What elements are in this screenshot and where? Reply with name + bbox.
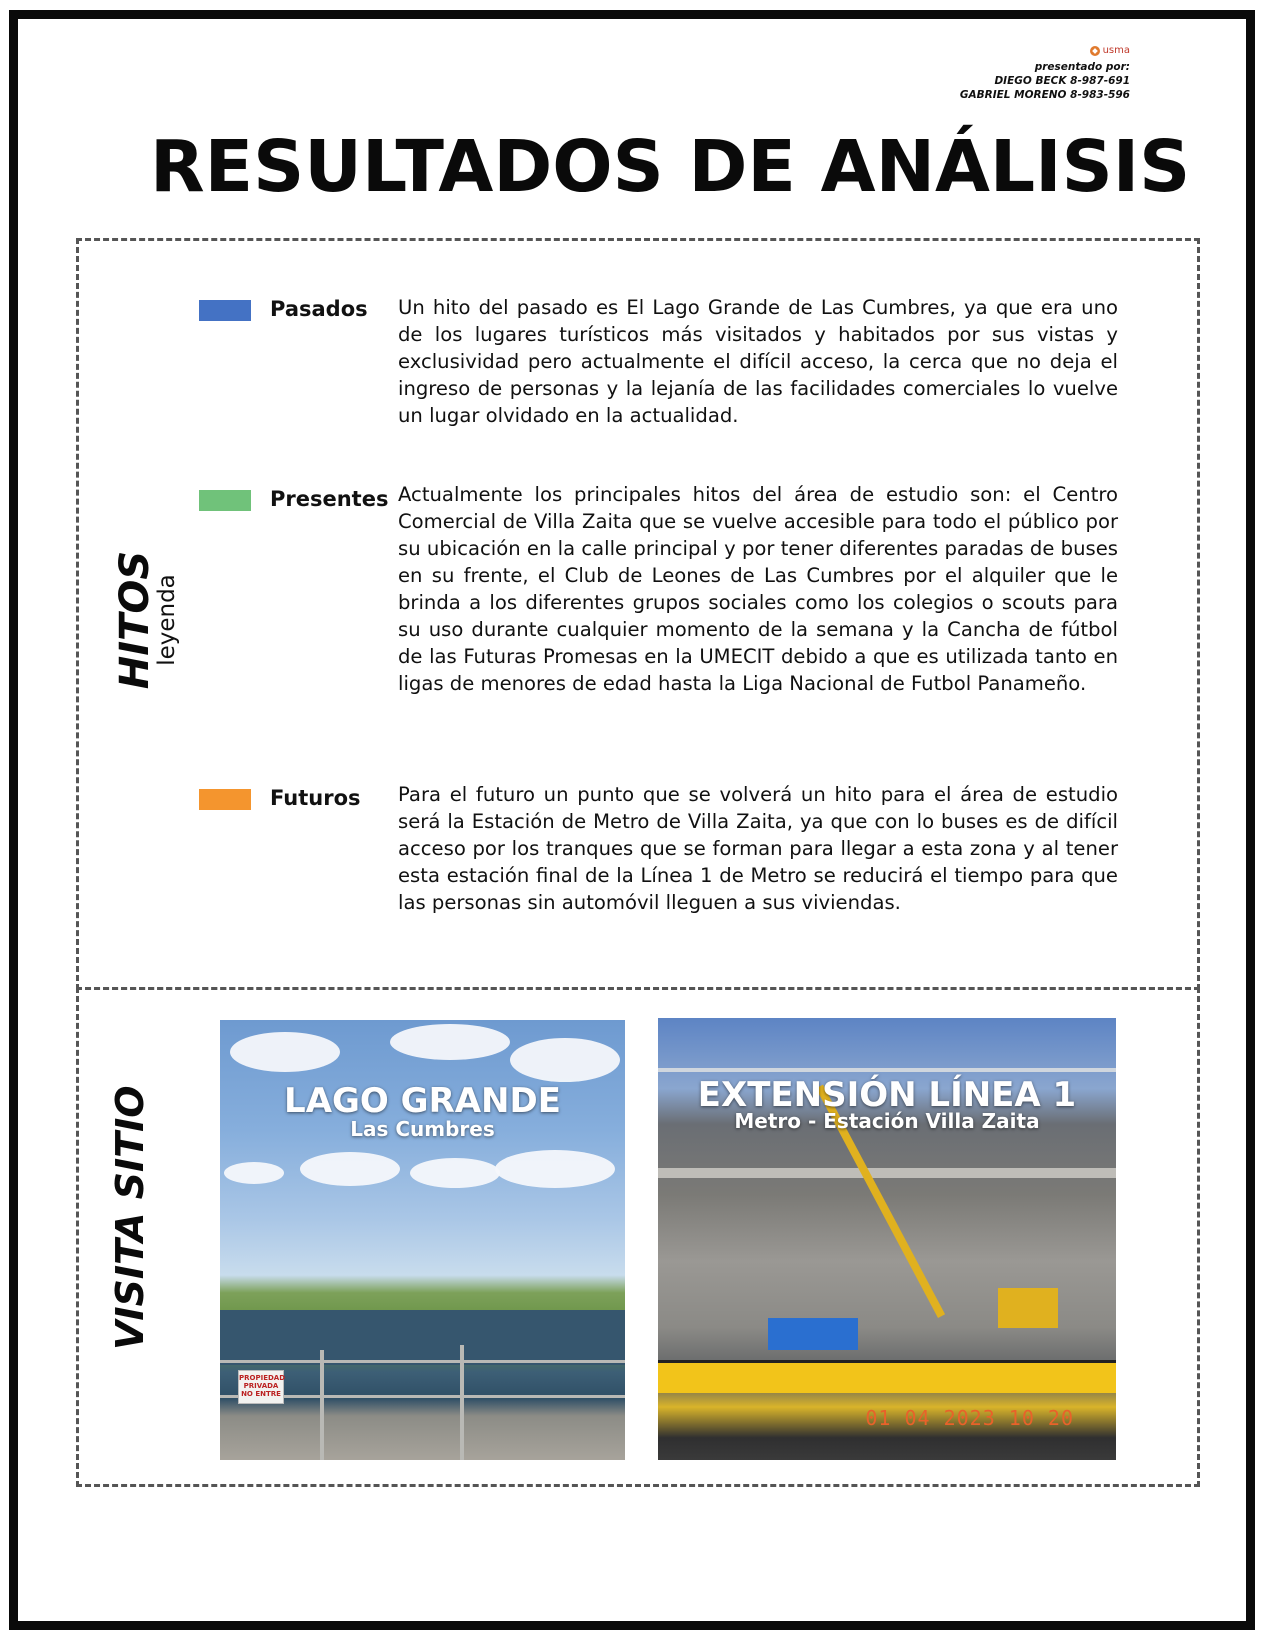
presenter-block xyxy=(960,44,1130,102)
hitos-side-label xyxy=(112,525,185,715)
legend-label: Presentes xyxy=(270,487,389,511)
legend-swatch-green xyxy=(199,490,251,511)
fence-post xyxy=(460,1345,464,1460)
legend-swatch-blue xyxy=(199,300,251,321)
usma-logo-icon xyxy=(1090,46,1100,56)
hitos-subtitle: leyenda xyxy=(154,574,180,666)
lake-water xyxy=(220,1310,625,1365)
metro-extension-photo xyxy=(658,1018,1116,1460)
crane-body xyxy=(998,1288,1058,1328)
cloud-shape xyxy=(495,1150,615,1188)
portable-toilets xyxy=(768,1318,858,1350)
cloud-shape xyxy=(510,1038,620,1082)
fence-post xyxy=(320,1350,324,1460)
legend-description: Actualmente los principales hitos del área de estudio son: el Centro Comercial de Villa Zaita que se vuelve accesible para todo el público por su ubicación en la calle principal y por tener diferentes paradas de buses en su frente, el Club de Leones de Las Cumbres por el alquiler que le brinda a los diferentes grupos sociales como los colegios o scouts para su uso durante cualquier momento de la semana y la Cancha de fútbol de las Futuras Promesas en la UMECIT debido a que es utilizada tanto en ligas de menores de edad hasta la Liga Nacional de Futbol Panameño. xyxy=(398,483,1118,695)
legend-swatch-orange xyxy=(199,789,251,810)
photo-title: LAGO GRANDE xyxy=(284,1081,561,1121)
page-title: RESULTADOS DE ANÁLISIS xyxy=(150,125,1191,208)
fence-rail xyxy=(220,1360,625,1363)
photo-subtitle: Metro - Estación Villa Zaita xyxy=(734,1109,1040,1133)
legend-description: Para el futuro un punto que se volverá un hito para el área de estudio será la Estación de Metro de Villa Zaita, ya que con lo buses es de difícil acceso por los tranques que se forman para llegar a esta zona y al tener esta estación final de la Línea 1 de Metro se reducirá el tiempo para que las personas sin automóvil lleguen a sus viviendas. xyxy=(398,783,1118,914)
cloud-shape xyxy=(230,1032,340,1072)
roof-truss xyxy=(658,1068,1116,1072)
traffic-barrier xyxy=(658,1360,1116,1393)
cloud-shape xyxy=(300,1152,400,1186)
legend-label: Futuros xyxy=(270,786,361,810)
concrete-beam xyxy=(658,1168,1116,1178)
photo-timestamp: 01 04 2023 10 20 xyxy=(865,1406,1074,1430)
presented-by-label: presentado por: xyxy=(1034,61,1130,73)
author-1: DIEGO BECK 8-987-691 xyxy=(994,75,1130,87)
cloud-shape xyxy=(390,1024,510,1060)
lago-grande-photo xyxy=(220,1020,625,1460)
cloud-shape xyxy=(410,1158,500,1188)
usma-logo xyxy=(1090,44,1130,58)
photo-subtitle: Las Cumbres xyxy=(350,1117,495,1141)
photo-title: EXTENSIÓN LÍNEA 1 xyxy=(697,1075,1077,1115)
logo-text: usma xyxy=(1102,45,1130,56)
visita-side-label xyxy=(105,1085,155,1350)
private-property-sign: PROPIEDAD PRIVADA NO ENTRE xyxy=(238,1370,284,1404)
legend-description: Un hito del pasado es El Lago Grande de Las Cumbres, ya que era uno de los lugares turísticos más visitados y habitados por sus vistas y exclusividad pero actualmente el difícil acceso, la cerca que no deja el ingreso de personas y la lejanía de las facilidades comerciales lo vuelve un lugar olvidado en la actualidad. xyxy=(398,296,1118,427)
visita-title: VISITA SITIO xyxy=(108,1085,152,1350)
author-2: GABRIEL MORENO 8-983-596 xyxy=(959,89,1130,101)
cloud-shape xyxy=(224,1162,284,1184)
hitos-title: HITOS xyxy=(112,550,158,690)
legend-label: Pasados xyxy=(270,297,368,321)
